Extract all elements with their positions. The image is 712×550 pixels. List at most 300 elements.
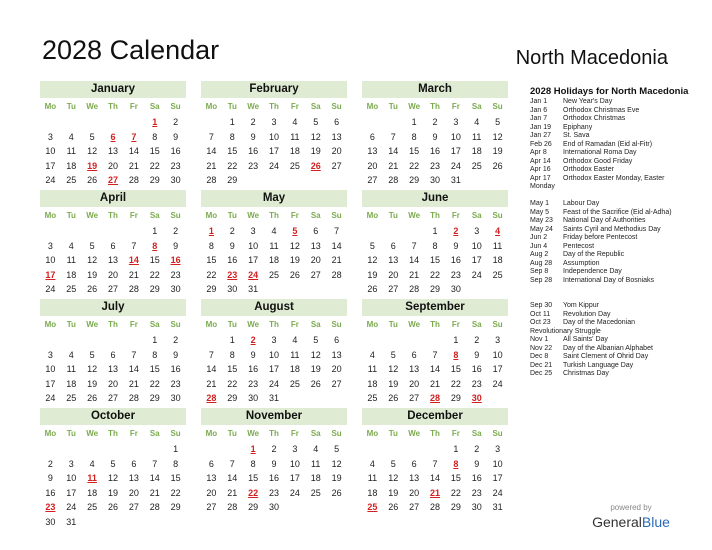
empty-day-cell — [326, 282, 347, 297]
month-september — [362, 299, 508, 406]
day-cell: 24 — [45, 175, 56, 185]
weekday-label: Fr — [129, 429, 138, 438]
holiday-date: Dec 21 — [530, 361, 553, 369]
day-cell: 14 — [128, 364, 139, 374]
holiday-day: 2 — [453, 226, 459, 236]
weekday-header-row — [40, 98, 186, 115]
day-cell: 19 — [388, 487, 399, 498]
empty-day-cell — [362, 224, 383, 239]
weekday-label: Fr — [290, 102, 299, 111]
day-cell: 5 — [369, 240, 375, 251]
day-cell: 18 — [310, 473, 321, 483]
month-header: November — [201, 408, 347, 425]
weekday-label: We — [247, 211, 260, 220]
weekday-label: Mo — [205, 429, 218, 438]
holiday-date: Jun 4 — [530, 242, 548, 250]
empty-day-cell — [103, 224, 124, 239]
day-cell: 3 — [271, 335, 277, 345]
day-cell: 11 — [492, 240, 503, 251]
holiday-entry — [530, 149, 700, 158]
day-cell: 18 — [87, 487, 98, 498]
week-row — [201, 115, 347, 130]
week-row — [40, 173, 186, 188]
day-cell: 4 — [292, 335, 298, 345]
weekday-label: Tu — [388, 102, 398, 111]
weekday-label: Sa — [471, 102, 482, 111]
day-cell: 19 — [310, 364, 321, 374]
holiday-day: 1 — [208, 226, 214, 236]
holiday-day: 14 — [128, 255, 139, 265]
holiday-name — [555, 183, 700, 192]
day-cell: 22 — [450, 487, 461, 498]
day-cell: 22 — [149, 269, 160, 280]
month-header: January — [40, 81, 186, 98]
holiday-day: 16 — [170, 255, 181, 265]
day-cell: 16 — [430, 146, 441, 156]
holiday-date: Jan 7 — [530, 115, 548, 122]
day-cell: 5 — [313, 117, 319, 127]
day-cell: 6 — [411, 458, 417, 469]
holiday-date: Aug 2 — [530, 251, 549, 258]
day-cell: 7 — [208, 349, 214, 360]
weekday-label: Tu — [227, 429, 237, 438]
holiday-spacer — [530, 285, 700, 294]
day-cell: 17 — [471, 255, 482, 265]
day-cell: 17 — [450, 146, 461, 156]
day-cell: 24 — [45, 393, 56, 403]
holiday-name: Day of the Republic — [563, 251, 625, 258]
day-cell: 10 — [289, 458, 300, 469]
week-row — [362, 159, 508, 174]
day-cell: 16 — [170, 146, 181, 156]
day-cell: 19 — [87, 269, 98, 280]
day-cell: 10 — [66, 473, 77, 483]
week-row — [201, 471, 347, 486]
day-cell: 20 — [108, 378, 119, 389]
month-header: July — [40, 299, 186, 316]
day-cell: 14 — [206, 146, 217, 156]
holiday-name: Pentecost — [563, 242, 595, 250]
holiday-entry — [530, 132, 700, 141]
weekday-label: Tu — [66, 429, 76, 438]
holiday-name: Revolution Day — [563, 310, 611, 318]
day-cell: 13 — [108, 146, 119, 156]
day-cell: 12 — [367, 255, 378, 265]
day-cell: 20 — [409, 378, 420, 389]
day-cell: 25 — [87, 502, 98, 512]
day-cell: 3 — [453, 117, 459, 127]
empty-day-cell — [425, 333, 446, 348]
empty-day-cell — [284, 391, 305, 406]
day-cell: 22 — [149, 378, 160, 389]
weekday-label: We — [86, 102, 99, 111]
day-cell: 29 — [149, 393, 160, 403]
day-cell: 20 — [108, 269, 119, 280]
holiday-name: Orthodox Christmas — [563, 115, 626, 122]
holiday-day: 26 — [310, 160, 321, 171]
day-cell: 15 — [227, 364, 238, 374]
day-cell: 12 — [87, 255, 98, 265]
day-cell: 21 — [149, 487, 160, 498]
weekday-label: Su — [170, 320, 181, 329]
empty-day-cell — [305, 391, 326, 406]
month-header: August — [201, 299, 347, 316]
day-cell: 27 — [331, 378, 342, 389]
day-cell: 27 — [409, 502, 420, 512]
day-cell: 29 — [149, 175, 160, 185]
empty-day-cell — [144, 515, 165, 530]
day-cell: 16 — [170, 364, 181, 374]
empty-day-cell — [40, 115, 61, 130]
empty-day-cell — [326, 173, 347, 188]
weekday-label: Sa — [149, 102, 160, 111]
day-cell: 21 — [409, 269, 420, 280]
empty-day-cell — [305, 173, 326, 188]
day-cell: 22 — [409, 160, 420, 171]
day-cell: 12 — [388, 364, 399, 374]
day-cell: 15 — [149, 255, 160, 265]
empty-day-cell — [123, 115, 144, 130]
empty-day-cell — [326, 500, 347, 515]
month-december — [362, 408, 508, 515]
day-cell: 24 — [289, 487, 300, 498]
day-cell: 17 — [45, 378, 56, 389]
day-cell: 25 — [471, 160, 482, 171]
day-cell: 4 — [271, 226, 277, 236]
weekday-label: Sa — [149, 320, 160, 329]
empty-day-cell — [123, 224, 144, 239]
day-cell: 8 — [229, 131, 235, 142]
weekday-label: We — [86, 429, 99, 438]
week-row — [201, 500, 347, 515]
empty-day-cell — [61, 442, 82, 457]
day-cell: 23 — [170, 378, 181, 389]
brand-name-blue: Blue — [641, 514, 670, 530]
holiday-day: 4 — [495, 226, 501, 236]
empty-day-cell — [82, 442, 103, 457]
day-cell: 25 — [66, 175, 77, 185]
holiday-entry — [530, 328, 700, 337]
weekday-label: Th — [108, 102, 118, 111]
day-cell: 6 — [110, 349, 116, 360]
day-cell: 6 — [110, 240, 116, 251]
weekday-label: Fr — [290, 211, 299, 220]
week-row — [201, 362, 347, 377]
day-cell: 23 — [170, 160, 181, 171]
day-cell: 5 — [313, 335, 319, 345]
holiday-day: 5 — [292, 226, 298, 236]
week-row — [40, 130, 186, 145]
empty-day-cell — [404, 333, 425, 348]
holiday-day: 7 — [131, 131, 137, 142]
weekday-label: Mo — [205, 102, 218, 111]
week-row — [40, 515, 186, 530]
holiday-date: Jan 6 — [530, 106, 548, 114]
holiday-entry — [530, 268, 700, 277]
day-cell: 16 — [45, 487, 56, 498]
day-cell: 31 — [269, 393, 280, 403]
day-cell: 2 — [173, 117, 179, 127]
weekday-label: Fr — [451, 211, 460, 220]
day-cell: 14 — [128, 146, 139, 156]
week-row — [40, 442, 186, 457]
day-cell: 9 — [271, 458, 277, 469]
day-cell: 4 — [68, 349, 74, 360]
day-cell: 15 — [149, 364, 160, 374]
holiday-date: Dec 8 — [530, 353, 549, 360]
day-cell: 26 — [310, 378, 321, 389]
day-cell: 25 — [66, 284, 77, 294]
day-cell: 24 — [66, 502, 77, 512]
week-row — [362, 457, 508, 472]
day-cell: 18 — [66, 378, 77, 389]
day-cell: 20 — [409, 487, 420, 498]
week-row — [40, 377, 186, 392]
weekday-label: Su — [492, 429, 503, 438]
week-row — [201, 268, 347, 283]
day-cell: 6 — [208, 458, 214, 469]
week-row — [362, 224, 508, 239]
day-cell: 14 — [409, 255, 420, 265]
weekday-label: Mo — [205, 320, 218, 329]
empty-day-cell — [123, 515, 144, 530]
week-row — [201, 224, 347, 239]
week-row — [201, 333, 347, 348]
weekday-label: Fr — [451, 320, 460, 329]
day-cell: 18 — [289, 146, 300, 156]
holiday-day: 23 — [227, 269, 238, 280]
day-cell: 28 — [430, 502, 441, 512]
week-row — [362, 268, 508, 283]
day-cell: 25 — [289, 160, 300, 171]
weekday-label: Sa — [149, 429, 160, 438]
holiday-name: Saints Cyril and Methodius Day — [563, 225, 661, 233]
day-cell: 25 — [367, 393, 378, 403]
day-cell: 12 — [289, 240, 300, 251]
day-cell: 3 — [68, 458, 74, 469]
week-row — [40, 144, 186, 159]
day-cell: 23 — [248, 160, 259, 171]
day-cell: 18 — [367, 378, 378, 389]
week-row — [40, 457, 186, 472]
day-cell: 10 — [248, 240, 259, 251]
day-cell: 3 — [271, 117, 277, 127]
brand-powered-by: powered by — [610, 503, 652, 512]
day-cell: 28 — [388, 175, 399, 185]
holiday-day: 11 — [87, 473, 97, 483]
holiday-entry — [530, 226, 700, 235]
empty-day-cell — [284, 173, 305, 188]
empty-day-cell — [243, 173, 264, 188]
day-cell: 29 — [170, 502, 181, 512]
week-row — [40, 253, 186, 268]
week-row — [362, 253, 508, 268]
day-cell: 26 — [492, 160, 503, 171]
weekday-label: Fr — [129, 102, 138, 111]
day-cell: 3 — [495, 335, 501, 345]
day-cell: 6 — [369, 131, 375, 142]
day-cell: 29 — [430, 284, 441, 294]
day-cell: 3 — [495, 444, 501, 454]
week-row — [362, 500, 508, 515]
week-row — [362, 471, 508, 486]
day-cell: 14 — [430, 364, 441, 374]
month-header: February — [201, 81, 347, 98]
day-cell: 19 — [367, 269, 378, 280]
day-cell: 19 — [87, 378, 98, 389]
day-cell: 1 — [229, 335, 235, 345]
day-cell: 1 — [173, 444, 179, 454]
day-cell: 9 — [47, 473, 53, 483]
weekday-header-row — [201, 207, 347, 224]
day-cell: 14 — [430, 473, 441, 483]
day-cell: 7 — [131, 240, 137, 251]
empty-day-cell — [201, 442, 222, 457]
country-name: North Macedonia — [515, 47, 668, 69]
empty-day-cell — [103, 515, 124, 530]
day-cell: 9 — [173, 349, 179, 360]
holiday-entry — [530, 302, 700, 311]
day-cell: 31 — [450, 175, 461, 185]
holiday-date: May 23 — [530, 217, 553, 224]
empty-day-cell — [404, 442, 425, 457]
day-cell: 20 — [388, 269, 399, 280]
day-cell: 17 — [492, 364, 503, 374]
day-cell: 19 — [310, 146, 321, 156]
empty-day-cell — [466, 173, 487, 188]
empty-day-cell — [123, 442, 144, 457]
day-cell: 20 — [367, 160, 378, 171]
weekday-header-row — [362, 316, 508, 333]
day-cell: 27 — [128, 502, 139, 512]
brand-logo — [588, 503, 674, 531]
day-cell: 2 — [271, 444, 277, 454]
weekday-label: Th — [108, 429, 118, 438]
day-cell: 23 — [471, 487, 482, 498]
holiday-entry — [530, 234, 700, 243]
day-cell: 17 — [289, 473, 300, 483]
day-cell: 1 — [411, 117, 417, 127]
day-cell: 5 — [334, 444, 340, 454]
month-may — [201, 190, 347, 297]
holiday-name: Yom Kippur — [563, 302, 599, 309]
day-cell: 7 — [208, 131, 214, 142]
day-cell: 22 — [170, 487, 181, 498]
holiday-entry — [530, 183, 700, 192]
holiday-day: 30 — [471, 393, 482, 403]
day-cell: 10 — [269, 131, 280, 142]
week-row — [201, 130, 347, 145]
day-cell: 30 — [269, 502, 280, 512]
day-cell: 19 — [331, 473, 342, 483]
weekday-label: Fr — [129, 320, 138, 329]
day-cell: 27 — [331, 160, 342, 171]
page-title: 2028 Calendar — [42, 35, 220, 65]
weekday-label: Su — [170, 211, 181, 220]
holiday-date: Oct 11 — [530, 310, 551, 318]
weekday-label: Fr — [451, 102, 460, 111]
weekday-label: We — [247, 320, 260, 329]
day-cell: 5 — [89, 240, 95, 251]
holiday-name: Day of the Albanian Alphabet — [563, 344, 653, 352]
day-cell: 10 — [45, 255, 56, 265]
day-cell: 13 — [310, 240, 321, 251]
day-cell: 27 — [367, 175, 378, 185]
day-cell: 5 — [390, 349, 396, 360]
month-july — [40, 299, 186, 420]
month-march — [362, 81, 508, 188]
empty-day-cell — [404, 224, 425, 239]
holiday-entry — [530, 124, 700, 133]
week-row — [201, 239, 347, 254]
week-row — [40, 391, 186, 406]
empty-day-cell — [82, 333, 103, 348]
day-cell: 21 — [430, 378, 441, 389]
day-cell: 13 — [409, 364, 420, 374]
day-cell: 19 — [289, 255, 300, 265]
day-cell: 11 — [311, 458, 321, 469]
day-cell: 10 — [269, 349, 280, 360]
day-cell: 28 — [128, 284, 139, 294]
day-cell: 15 — [206, 255, 217, 265]
day-cell: 13 — [108, 255, 119, 265]
day-cell: 14 — [149, 473, 160, 483]
day-cell: 13 — [388, 255, 399, 265]
holiday-day: 23 — [45, 502, 56, 512]
day-cell: 27 — [108, 284, 119, 294]
empty-day-cell — [144, 442, 165, 457]
holiday-entry — [530, 336, 700, 345]
empty-day-cell — [103, 442, 124, 457]
day-cell: 11 — [66, 364, 76, 374]
weekday-label: Tu — [227, 320, 237, 329]
weekday-header-row — [201, 425, 347, 442]
holiday-date: Apr 14 — [530, 157, 551, 165]
week-row — [362, 173, 508, 188]
day-cell: 20 — [108, 160, 119, 171]
day-cell: 6 — [411, 349, 417, 360]
day-cell: 21 — [128, 269, 139, 280]
weekday-header-row — [201, 316, 347, 333]
day-cell: 26 — [87, 284, 98, 294]
holiday-date: Apr 8 — [530, 149, 547, 156]
holiday-date: May 1 — [530, 200, 550, 207]
empty-day-cell — [40, 224, 61, 239]
weekday-label: We — [408, 320, 421, 329]
empty-day-cell — [305, 282, 326, 297]
empty-day-cell — [487, 282, 508, 297]
day-cell: 16 — [471, 473, 482, 483]
day-cell: 24 — [471, 269, 482, 280]
empty-day-cell — [284, 500, 305, 515]
empty-day-cell — [383, 115, 404, 130]
weekday-label: Tu — [388, 320, 398, 329]
empty-day-cell — [103, 333, 124, 348]
holiday-date: Monday — [530, 183, 555, 190]
day-cell: 27 — [108, 393, 119, 403]
day-cell: 7 — [152, 458, 158, 469]
week-row — [201, 391, 347, 406]
holiday-date: Aug 28 — [530, 259, 553, 267]
day-cell: 26 — [388, 502, 399, 512]
day-cell: 29 — [206, 284, 217, 294]
day-cell: 14 — [206, 364, 217, 374]
day-cell: 22 — [149, 160, 160, 171]
week-row — [40, 500, 186, 515]
weekday-label: Su — [170, 429, 181, 438]
holiday-entry — [530, 311, 700, 320]
day-cell: 23 — [170, 269, 181, 280]
